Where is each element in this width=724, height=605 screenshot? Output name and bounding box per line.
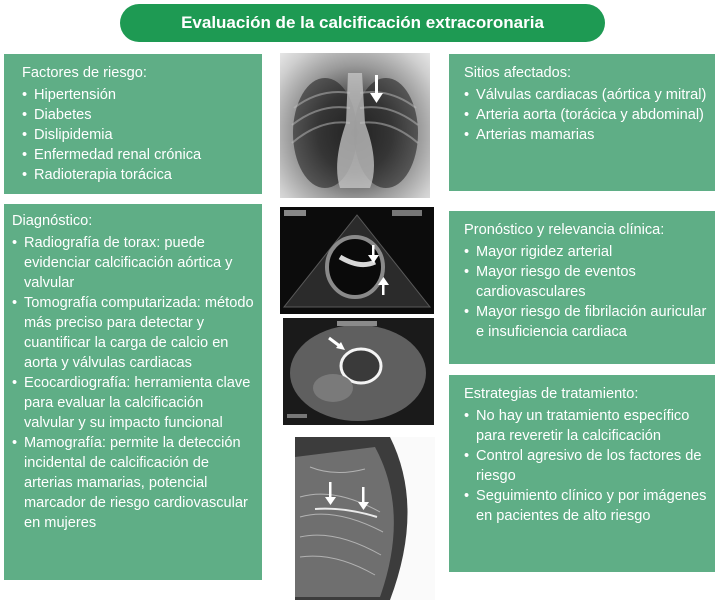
list-item: • Control agresivo de los factores de riesgo bbox=[464, 446, 707, 486]
echocardiogram-image bbox=[280, 207, 434, 314]
list-item: • Radiografía de torax: puede evidenciar calcificación aórtica y valvular bbox=[12, 233, 254, 293]
prognosis-heading: Pronóstico y relevancia clínica: bbox=[464, 222, 665, 238]
page-title: Evaluación de la calcificación extracoronaria bbox=[120, 4, 605, 42]
ct-scan-image bbox=[283, 318, 434, 425]
list-item: • Mamografía: permite la detección incidental de calcificación de arterias mamarias, potencial marcador de riesgo cardiovascular en mujeres bbox=[12, 433, 254, 533]
list-item: • Radioterapia torácica bbox=[22, 165, 254, 185]
list-item: • No hay un tratamiento específico para reveretir la calcificación bbox=[464, 406, 707, 446]
list-item: • Diabetes bbox=[22, 105, 254, 125]
list-item: • Enfermedad renal crónica bbox=[22, 145, 254, 165]
treatment-heading: Estrategias de tratamiento: bbox=[464, 386, 639, 402]
list-item: • Tomografía computarizada: método más preciso para detectar y cuantificar la carga de calcio en aorta y válvulas cardiacas bbox=[12, 293, 254, 373]
list-item: • Ecocardiografía: herramienta clave para evaluar la calcificación valvular y su impacto funcional bbox=[12, 373, 254, 433]
risk-factors-box bbox=[4, 54, 262, 194]
diagnosis-box bbox=[4, 204, 262, 580]
list-item: • Mayor riesgo de fibrilación auricular e insuficiencia cardiaca bbox=[464, 302, 707, 342]
list-item: • Arterias mamarias bbox=[464, 125, 707, 145]
affected-sites-heading: Sitios afectados: bbox=[464, 65, 572, 81]
mammogram-image bbox=[295, 437, 435, 600]
list-item: • Arteria aorta (torácica y abdominal) bbox=[464, 105, 707, 125]
list-item: • Dislipidemia bbox=[22, 125, 254, 145]
list-item: • Mayor rigidez arterial bbox=[464, 242, 707, 262]
treatment-box bbox=[449, 375, 715, 572]
list-item: • Hipertensión bbox=[22, 85, 254, 105]
list-item: • Seguimiento clínico y por imágenes en pacientes de alto riesgo bbox=[464, 486, 707, 526]
list-item: • Mayor riesgo de eventos cardiovasculares bbox=[464, 262, 707, 302]
prognosis-box bbox=[449, 211, 715, 364]
diagnosis-heading: Diagnóstico: bbox=[12, 213, 93, 229]
risk-factors-heading: Factores de riesgo: bbox=[22, 65, 147, 81]
affected-sites-box bbox=[449, 54, 715, 191]
list-item: • Válvulas cardiacas (aórtica y mitral) bbox=[464, 85, 707, 105]
chest-xray-image bbox=[280, 53, 430, 198]
